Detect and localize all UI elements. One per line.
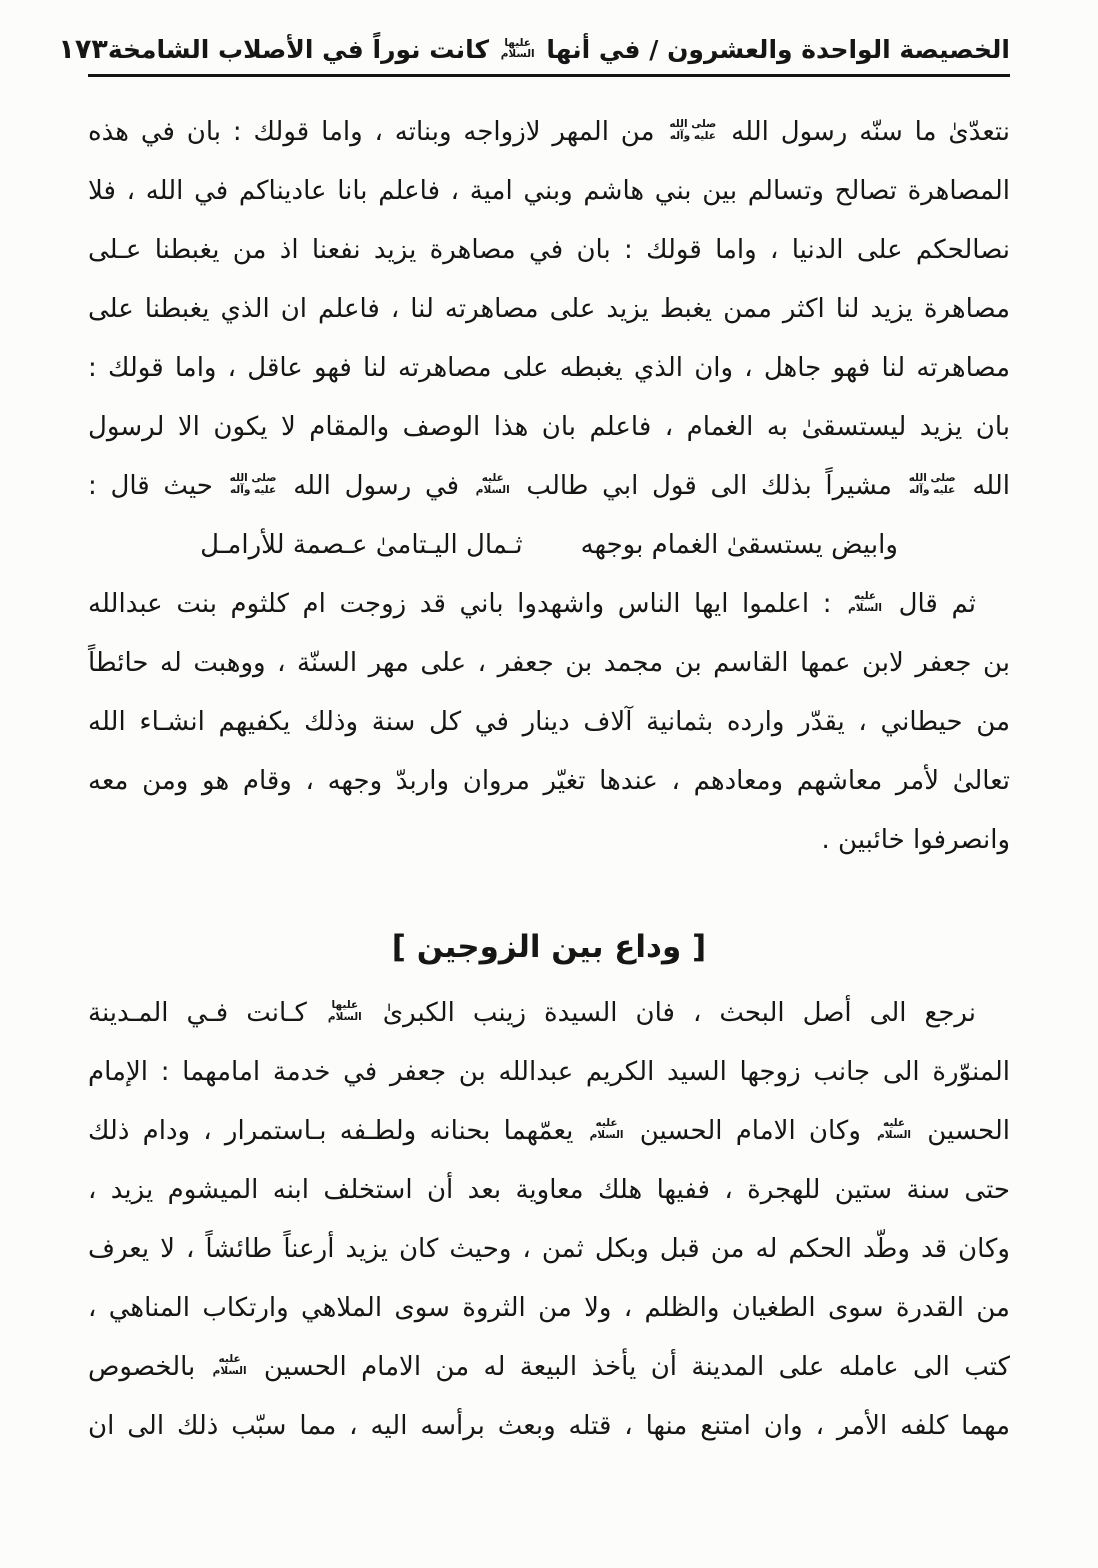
honorific-as-icon: عليه السلام — [877, 1117, 911, 1141]
text-line: من حيطاني ، يقدّر وارده بثمانية آلاف دينار في كل سنة وذلك يكفيهم انشـاء الله — [88, 707, 1010, 737]
text-line: الحسين عليه السلام وكان الامام الحسين عليه السلام يعمّهما بحنانه ولطـفه بـاستمرار ، ودام ذلك — [88, 1116, 1010, 1146]
text-line: من القدرة سوى الطغيان والظلم ، ولا من الثروة سوى الملاهي وارتكاب المناهي ، — [88, 1293, 1010, 1323]
text-line: وانصرفوا خائبين . — [821, 825, 1010, 855]
running-title: الخصيصة الواحدة والعشرون / في أنها عليها السلام كانت نوراً في الأصلاب الشامخة — [107, 35, 1010, 64]
honorific-as-icon: عليه السلام — [212, 1353, 247, 1377]
page-number: ١٧٣ — [58, 34, 108, 65]
honorific-saw-icon: صلى الله عليه وآله — [669, 118, 717, 142]
text-line: نرجع الى أصل البحث ، فان السيدة زينب الكبرىٰ عليها السلام كـانت فـي المـدينة — [88, 998, 976, 1028]
honorific-saw-icon: صلى الله عليه وآله — [908, 472, 956, 496]
text-line: مهما كلفه الأمر ، وان امتنع منها ، قتله وبعث برأسه اليه ، مما سبّب ذلك الى ان — [88, 1411, 1010, 1441]
text-line: حتى سنة ستين للهجرة ، ففيها هلك معاوية بعد أن استخلف ابنه الميشوم يزيد ، — [88, 1175, 1010, 1205]
text-line: وكان قد وطّد الحكم له من قبل وبكل ثمن ، وحيث كان يزيد أرعناً طائشاً ، لا يعرف — [88, 1234, 1010, 1264]
honorific-as-icon: عليه السلام — [589, 1117, 624, 1141]
text-line: كتب الى عامله على المدينة أن يأخذ البيعة له من الامام الحسين عليه السلام بالخصوص — [88, 1352, 1010, 1382]
text-line: مصاهرة يزيد لنا اكثر ممن يغبط يزيد على مصاهرته لنا ، فاعلم ان الذي يغبطنا على — [88, 294, 1010, 324]
page-header — [58, 34, 1010, 65]
poem-line — [88, 516, 1010, 575]
header-rule — [88, 74, 1010, 77]
text-line: بن جعفر لابن عمها القاسم بن مجمد بن جعفر ، على مهر السنّة ، ووهبت له حائطاً — [88, 648, 1010, 678]
text-line: مصاهرته لنا فهو جاهل ، وان الذي يغبطه على مصاهرته لنا فهو عاقل ، واما قولك : — [88, 353, 1010, 383]
vertical-spacer — [88, 870, 1010, 914]
honorific-as-icon: عليه السلام — [475, 472, 510, 496]
body-text — [88, 103, 1010, 1456]
honorific-asf-icon: عليها السلام — [500, 36, 535, 60]
honorific-saw-icon: صلى الله عليه وآله — [229, 472, 277, 496]
text-line: نتعدّىٰ ما سنّه رسول الله صلى الله عليه وآله من المهر لازواجه وبناته ، واما قولك : بان في هذه — [88, 117, 1010, 147]
poem-hemistich-left: ثـمال اليـتامىٰ عـصمة للأرامـل — [200, 530, 523, 560]
poem-hemistich-right: وابيض يستسقىٰ الغمام بوجهه — [580, 530, 898, 560]
honorific-as-icon: عليه السلام — [848, 590, 882, 614]
text-line: المصاهرة تصالح وتسالم بين بني هاشم وبني امية ، فاعلم بانا عاديناكم في الله ، فلا — [88, 176, 1010, 206]
text-line: نصالحكم على الدنيا ، واما قولك : بان في مصاهرة يزيد نفعنا اذ من يغبطنا عـلى — [88, 235, 1010, 265]
section-heading: [ وداع بين الزوجين ] — [391, 929, 707, 965]
text-line: المنوّرة الى جانب زوجها السيد الكريم عبدالله بن جعفر في خدمة امامهما : الإمام — [88, 1057, 1010, 1087]
text-line: تعالىٰ لأمر معاشهم ومعادهم ، عندها تغيّر مروان واربدّ وجهه ، وقام هو ومن معه — [88, 766, 1010, 796]
honorific-asf-icon: عليها السلام — [327, 999, 362, 1023]
text-line: الله صلى الله عليه وآله مشيراً بذلك الى قول ابي طالب عليه السلام في رسول الله صلى الله عليه وآله حيث قال : — [88, 471, 1011, 501]
text-line: ثم قال عليه السلام : اعلموا ايها الناس واشهدوا باني قد زوجت ام كلثوم بنت عبدالله — [88, 589, 977, 619]
text-line: بان يزيد ليستسقىٰ به الغمام ، فاعلم بان هذا الوصف والمقام لا يكون الا لرسول — [88, 412, 1010, 442]
